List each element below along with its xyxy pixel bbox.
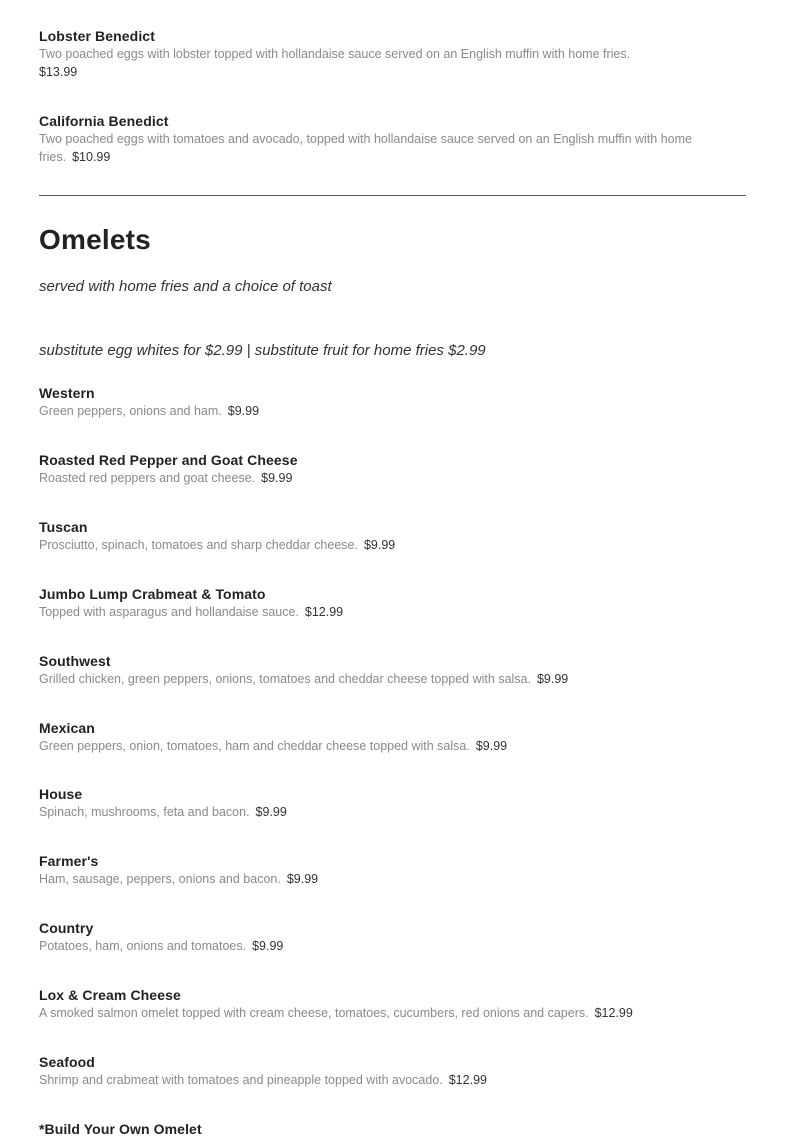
menu-item-house <box>39 785 746 821</box>
item-description <box>39 402 746 420</box>
menu-item-build-your-own-omelet <box>39 1120 746 1138</box>
item-price: $9.99 <box>261 471 293 485</box>
item-price: $9.99 <box>363 538 396 552</box>
menu-item-california-benedict <box>39 112 746 166</box>
item-name: Roasted Red Pepper and Goat Cheese <box>39 452 298 468</box>
item-price: $9.99 <box>536 672 569 686</box>
item-name: Farmer's <box>39 853 99 869</box>
item-description-text: Prosciutto, spinach, tomatoes and sharp cheddar cheese. <box>39 538 358 552</box>
item-price: $12.99 <box>448 1073 487 1087</box>
item-name: California Benedict <box>39 113 169 129</box>
item-price: $9.99 <box>286 872 319 886</box>
menu-item-farmer-s <box>39 852 746 888</box>
item-name: Western <box>39 385 95 401</box>
item-description-text: Shrimp and crabmeat with tomatoes and pineapple topped with avocado. <box>39 1073 443 1087</box>
item-description-text: A smoked salmon omelet topped with cream cheese, tomatoes, cucumbers, red onions and capers. <box>39 1006 589 1020</box>
item-description <box>39 536 746 554</box>
item-description <box>39 469 746 487</box>
item-description <box>39 130 746 166</box>
item-description-text: Topped with asparagus and hollandaise sauce. <box>39 605 299 619</box>
item-description-text: Ham, sausage, peppers, onions and bacon. <box>39 872 281 886</box>
item-price: $9.99 <box>227 404 260 418</box>
item-description <box>39 803 746 821</box>
item-description <box>39 1071 746 1089</box>
item-description-text: Grilled chicken, green peppers, onions, tomatoes and cheddar cheese topped with salsa. <box>39 672 531 686</box>
item-name: *Build Your Own Omelet <box>39 1121 202 1137</box>
menu-item-country <box>39 919 746 955</box>
menu-item-jumbo-lump-crabmeat-tomato <box>39 585 746 621</box>
item-name: Country <box>39 920 94 936</box>
item-description <box>39 870 746 888</box>
menu-item-southwest <box>39 652 746 688</box>
item-price: $13.99 <box>39 65 78 79</box>
item-price: $9.99 <box>255 805 287 819</box>
item-name: Lox & Cream Cheese <box>39 987 181 1003</box>
item-description-text: Roasted red peppers and goat cheese. <box>39 471 256 485</box>
menu-item-mexican <box>39 719 746 755</box>
item-price: $9.99 <box>475 739 508 753</box>
item-name: Lobster Benedict <box>39 28 155 44</box>
section-divider <box>39 195 746 196</box>
item-description-text: Green peppers, onions and ham. <box>39 404 222 418</box>
menu-item-western <box>39 384 746 420</box>
item-description <box>39 603 746 621</box>
menu-item-lox-cream-cheese <box>39 986 746 1022</box>
menu-item-roasted-red-pepper-and-goat-cheese <box>39 451 746 487</box>
item-description <box>39 737 746 755</box>
substitution-note: substitute egg whites for $2.99 | substitute fruit for home fries $2.99 <box>39 342 486 359</box>
item-price: $12.99 <box>594 1006 633 1020</box>
menu-item-seafood <box>39 1053 746 1089</box>
menu-item-lobster-benedict <box>39 27 746 81</box>
item-name: Tuscan <box>39 519 88 535</box>
item-name: Seafood <box>39 1054 95 1070</box>
item-description <box>39 670 746 688</box>
section-title: Omelets <box>39 224 151 255</box>
item-description-text: Two poached eggs with tomatoes and avocado, topped with hollandaise sauce served on an English muffin with home fries. <box>39 132 692 164</box>
section-note: served with home fries and a choice of toast <box>39 278 332 295</box>
item-price: $10.99 <box>72 150 111 164</box>
menu-item-tuscan <box>39 518 746 554</box>
item-name: Southwest <box>39 653 111 669</box>
item-name: Jumbo Lump Crabmeat & Tomato <box>39 586 266 602</box>
item-price: $9.99 <box>252 939 284 953</box>
item-description-text: Spinach, mushrooms, feta and bacon. <box>39 805 250 819</box>
item-description <box>39 937 746 955</box>
item-description <box>39 1004 746 1022</box>
item-price: $12.99 <box>304 605 344 619</box>
item-name: House <box>39 786 83 802</box>
item-description-text: Potatoes, ham, onions and tomatoes. <box>39 939 247 953</box>
item-name: Mexican <box>39 720 95 736</box>
item-description: Two poached eggs with lobster topped with hollandaise sauce served on an English muffin with home fries. <box>39 47 631 61</box>
item-description-text: Green peppers, onion, tomatoes, ham and cheddar cheese topped with salsa. <box>39 739 470 753</box>
